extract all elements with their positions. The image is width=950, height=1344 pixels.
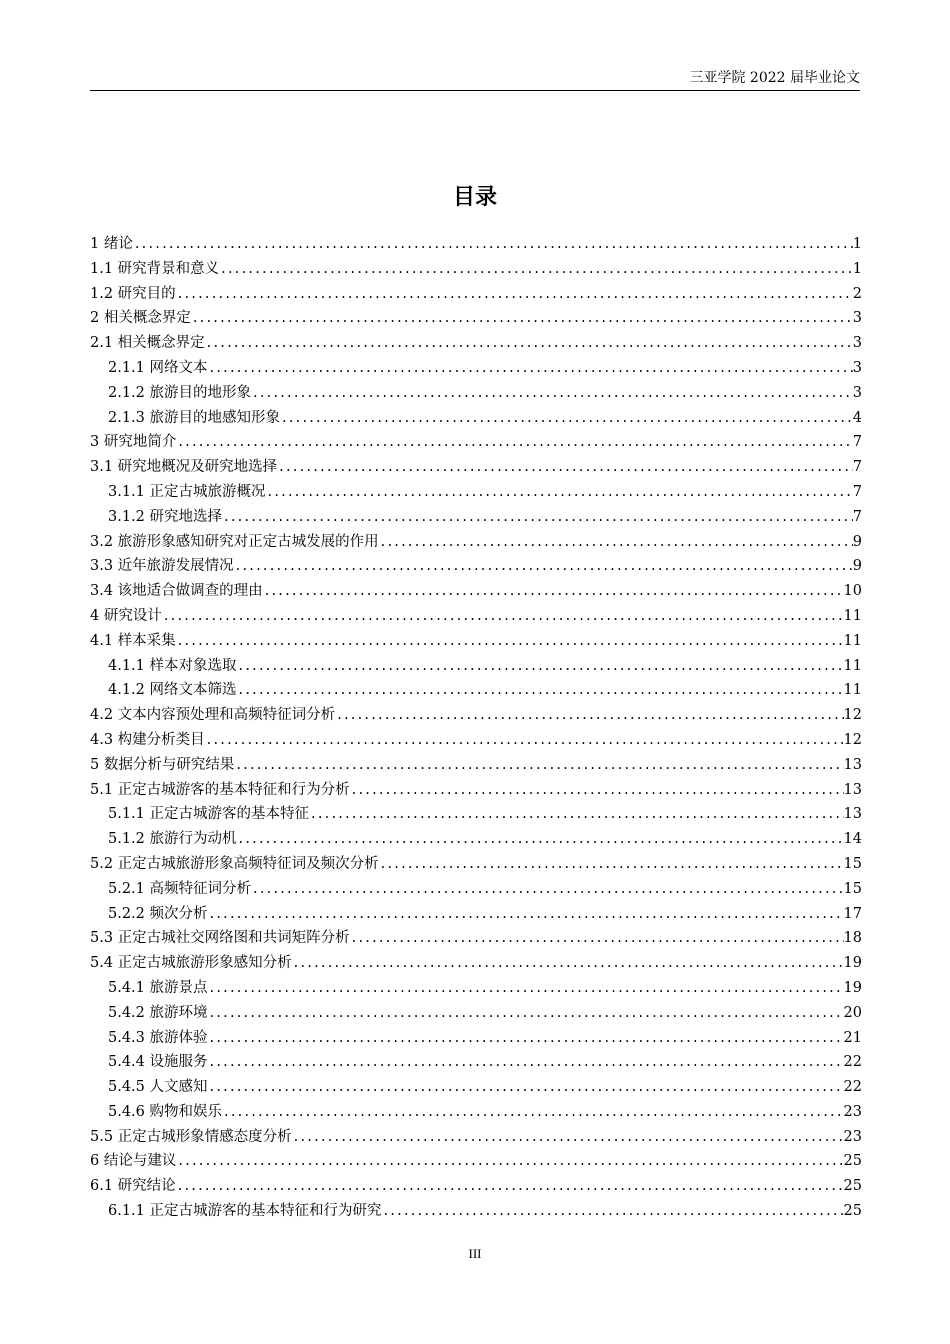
toc-entry-page: 2 [852, 285, 862, 302]
toc-dot-leader [277, 455, 853, 480]
toc-entry-page: 3 [852, 310, 862, 327]
toc-entry-label: 5.1 正定古城游客的基本特征和行为分析 [90, 781, 350, 798]
toc-entry-page: 23 [843, 1128, 862, 1145]
toc-entry-page: 19 [843, 979, 862, 996]
toc-entry-label: 2 相关概念界定 [90, 310, 191, 327]
toc-entry-page: 7 [852, 508, 862, 525]
page-number: III [468, 1246, 482, 1261]
toc-dot-leader [309, 802, 844, 827]
toc-dot-leader [176, 430, 852, 455]
toc-entry-label: 5.3 正定古城社交网络图和共词矩阵分析 [90, 930, 350, 947]
toc-entry-page: 7 [852, 434, 862, 451]
toc-entry[interactable] [90, 480, 862, 505]
toc-dot-leader [133, 232, 853, 257]
toc-entry-page: 13 [843, 756, 862, 773]
toc-entry[interactable] [90, 753, 862, 778]
toc-entry-page: 12 [843, 731, 862, 748]
toc-entry-page: 11 [843, 632, 862, 649]
toc-entry[interactable] [90, 629, 862, 654]
toc-entry[interactable] [90, 703, 862, 728]
toc-entry-page: 10 [843, 583, 862, 600]
toc-entry-label: 3.1.2 研究地选择 [108, 508, 223, 525]
toc-entry-label: 5.2 正定古城旅游形象高频特征词及频次分析 [90, 855, 379, 872]
toc-entry-label: 4.2 文本内容预处理和高频特征词分析 [90, 707, 336, 724]
toc-entry[interactable] [90, 926, 862, 951]
toc-dot-leader [162, 604, 844, 629]
toc-entry[interactable] [90, 406, 862, 431]
toc-dot-leader [208, 902, 844, 927]
toc-entry-page: 12 [843, 707, 862, 724]
running-header: 三亚学院 2022 届毕业论文 [90, 68, 860, 91]
toc-entry[interactable] [90, 1100, 862, 1125]
toc-dot-leader [176, 1149, 843, 1174]
toc-dot-leader [205, 728, 844, 753]
toc-dot-leader [234, 554, 853, 579]
toc-entry-page: 3 [852, 359, 862, 376]
toc-dot-leader [335, 703, 843, 728]
toc-dot-leader [234, 753, 843, 778]
toc-entry-label: 5.1.2 旅游行为动机 [108, 831, 237, 848]
toc-entry[interactable] [90, 1149, 862, 1174]
toc-entry[interactable] [90, 1125, 862, 1150]
toc-entry[interactable] [90, 902, 862, 927]
toc-entry[interactable] [90, 331, 862, 356]
toc-entry-page: 9 [852, 558, 862, 575]
toc-dot-leader [176, 282, 853, 307]
toc-dot-leader [237, 678, 844, 703]
toc-entry[interactable] [90, 282, 862, 307]
toc-entry-page: 9 [852, 533, 862, 550]
toc-entry-label: 2.1.2 旅游目的地形象 [108, 384, 252, 401]
toc-dot-leader [237, 827, 844, 852]
toc-entry-page: 20 [843, 1004, 862, 1021]
toc-entry-label: 3 研究地简介 [90, 434, 177, 451]
toc-entry-page: 17 [843, 905, 862, 922]
toc-entry-label: 5 数据分析与研究结果 [90, 756, 235, 773]
toc-entry[interactable] [90, 505, 862, 530]
toc-dot-leader [266, 480, 853, 505]
toc-entry-label: 5.4.4 设施服务 [108, 1054, 208, 1071]
toc-entry-page: 25 [843, 1178, 862, 1195]
toc-entry[interactable] [90, 257, 862, 282]
toc-entry-label: 5.4.1 旅游景点 [108, 979, 208, 996]
toc-entry-label: 6.1.1 正定古城游客的基本特征和行为研究 [108, 1203, 382, 1220]
toc-entry-label: 6.1 研究结论 [90, 1178, 176, 1195]
toc-entry-label: 2.1.3 旅游目的地感知形象 [108, 409, 281, 426]
toc-entry[interactable] [90, 306, 862, 331]
toc-entry[interactable] [90, 381, 862, 406]
toc-entry[interactable] [90, 579, 862, 604]
toc-entry-label: 5.2.2 频次分析 [108, 905, 208, 922]
toc-entry[interactable] [90, 1001, 862, 1026]
toc-dot-leader [382, 1199, 844, 1224]
toc-entry-label: 5.5 正定古城形象情感态度分析 [90, 1128, 292, 1145]
toc-entry-page: 22 [843, 1054, 862, 1071]
toc-dot-leader [237, 654, 844, 679]
toc-dot-leader [292, 951, 844, 976]
table-of-contents [90, 232, 862, 1224]
toc-entry-label: 5.4 正定古城旅游形象感知分析 [90, 955, 292, 972]
toc-entry-page: 14 [843, 831, 862, 848]
toc-dot-leader [205, 331, 853, 356]
toc-entry[interactable] [90, 1174, 862, 1199]
toc-entry-page: 25 [843, 1153, 862, 1170]
toc-entry-label: 4.1.1 样本对象选取 [108, 657, 237, 674]
toc-entry[interactable] [90, 1199, 862, 1224]
toc-entry-page: 11 [843, 682, 862, 699]
toc-entry-label: 4.1.2 网络文本筛选 [108, 682, 237, 699]
toc-entry-page: 13 [843, 806, 862, 823]
toc-entry[interactable] [90, 827, 862, 852]
toc-entry[interactable] [90, 530, 862, 555]
toc-entry[interactable] [90, 852, 862, 877]
toc-entry[interactable] [90, 728, 862, 753]
toc-dot-leader [280, 406, 853, 431]
toc-entry-page: 11 [843, 657, 862, 674]
toc-entry-label: 5.4.6 购物和娱乐 [108, 1103, 223, 1120]
toc-entry-page: 7 [852, 459, 862, 476]
toc-entry-label: 4 研究设计 [90, 607, 162, 624]
toc-entry[interactable] [90, 455, 862, 480]
toc-dot-leader [222, 505, 853, 530]
toc-entry-page: 7 [852, 483, 862, 500]
toc-dot-leader [263, 579, 844, 604]
toc-entry[interactable] [90, 430, 862, 455]
toc-entry-label: 5.2.1 高频特征词分析 [108, 880, 252, 897]
toc-entry-label: 5.4.5 人文感知 [108, 1079, 208, 1096]
toc-entry[interactable] [90, 654, 862, 679]
toc-entry-label: 1.1 研究背景和意义 [90, 260, 220, 277]
toc-entry-label: 1 绪论 [90, 236, 133, 252]
toc-entry[interactable] [90, 802, 862, 827]
toc-entry-page: 15 [843, 855, 862, 872]
toc-entry[interactable] [90, 877, 862, 902]
toc-entry[interactable] [90, 356, 862, 381]
toc-entry[interactable] [90, 778, 862, 803]
toc-entry-page: 15 [843, 880, 862, 897]
toc-entry-page: 4 [852, 409, 862, 426]
toc-entry[interactable] [90, 1026, 862, 1051]
toc-dot-leader [219, 257, 853, 282]
toc-dot-leader [251, 381, 853, 406]
toc-dot-leader [222, 1100, 844, 1125]
toc-dot-leader [208, 1001, 844, 1026]
toc-entry-page: 13 [843, 781, 862, 798]
toc-entry-label: 1.2 研究目的 [90, 285, 176, 302]
toc-entry-page: 11 [843, 607, 862, 624]
toc-entry-page: 3 [852, 384, 862, 401]
toc-entry-page: 18 [843, 930, 862, 947]
toc-dot-leader [350, 778, 844, 803]
toc-entry-page: 25 [843, 1203, 862, 1220]
toc-dot-leader [208, 976, 844, 1001]
toc-entry-page: 22 [843, 1079, 862, 1096]
toc-dot-leader [251, 877, 844, 902]
toc-entry-page: 1 [852, 236, 862, 252]
toc-dot-leader [208, 1075, 844, 1100]
toc-entry-label: 5.4.2 旅游环境 [108, 1004, 208, 1021]
toc-dot-leader [350, 926, 844, 951]
toc-entry[interactable] [90, 951, 862, 976]
page-title: 目录 [452, 185, 497, 210]
toc-entry[interactable] [90, 1050, 862, 1075]
toc-entry-page: 21 [843, 1029, 862, 1046]
toc-entry-label: 4.1 样本采集 [90, 632, 176, 649]
toc-dot-leader [208, 1050, 844, 1075]
toc-entry-label: 4.3 构建分析类目 [90, 731, 205, 748]
toc-entry-label: 3.1.1 正定古城旅游概况 [108, 483, 266, 500]
toc-dot-leader [379, 852, 844, 877]
toc-entry-label: 3.4 该地适合做调查的理由 [90, 583, 263, 600]
toc-entry-page: 1 [852, 260, 862, 277]
toc-entry-label: 6 结论与建议 [90, 1153, 177, 1170]
toc-entry[interactable] [90, 1075, 862, 1100]
toc-entry-label: 3.2 旅游形象感知研究对正定古城发展的作用 [90, 533, 379, 550]
toc-dot-leader [208, 356, 853, 381]
toc-dot-leader [176, 1174, 844, 1199]
toc-dot-leader [379, 530, 853, 555]
toc-entry[interactable] [90, 976, 862, 1001]
toc-entry-page: 23 [843, 1103, 862, 1120]
toc-entry[interactable] [90, 604, 862, 629]
toc-entry[interactable] [90, 554, 862, 579]
toc-entry-label: 5.1.1 正定古城游客的基本特征 [108, 806, 310, 823]
toc-entry-page: 3 [852, 335, 862, 352]
toc-entry-label: 2.1.1 网络文本 [108, 359, 208, 376]
toc-entry-page: 19 [843, 955, 862, 972]
toc-entry[interactable] [90, 232, 862, 257]
toc-entry-label: 5.4.3 旅游体验 [108, 1029, 208, 1046]
toc-entry-label: 2.1 相关概念界定 [90, 335, 205, 352]
toc-dot-leader [191, 306, 853, 331]
toc-dot-leader [208, 1026, 844, 1051]
toc-entry-label: 3.3 近年旅游发展情况 [90, 558, 234, 575]
toc-dot-leader [176, 629, 844, 654]
toc-entry-label: 3.1 研究地概况及研究地选择 [90, 459, 278, 476]
toc-dot-leader [292, 1125, 844, 1150]
toc-entry[interactable] [90, 678, 862, 703]
